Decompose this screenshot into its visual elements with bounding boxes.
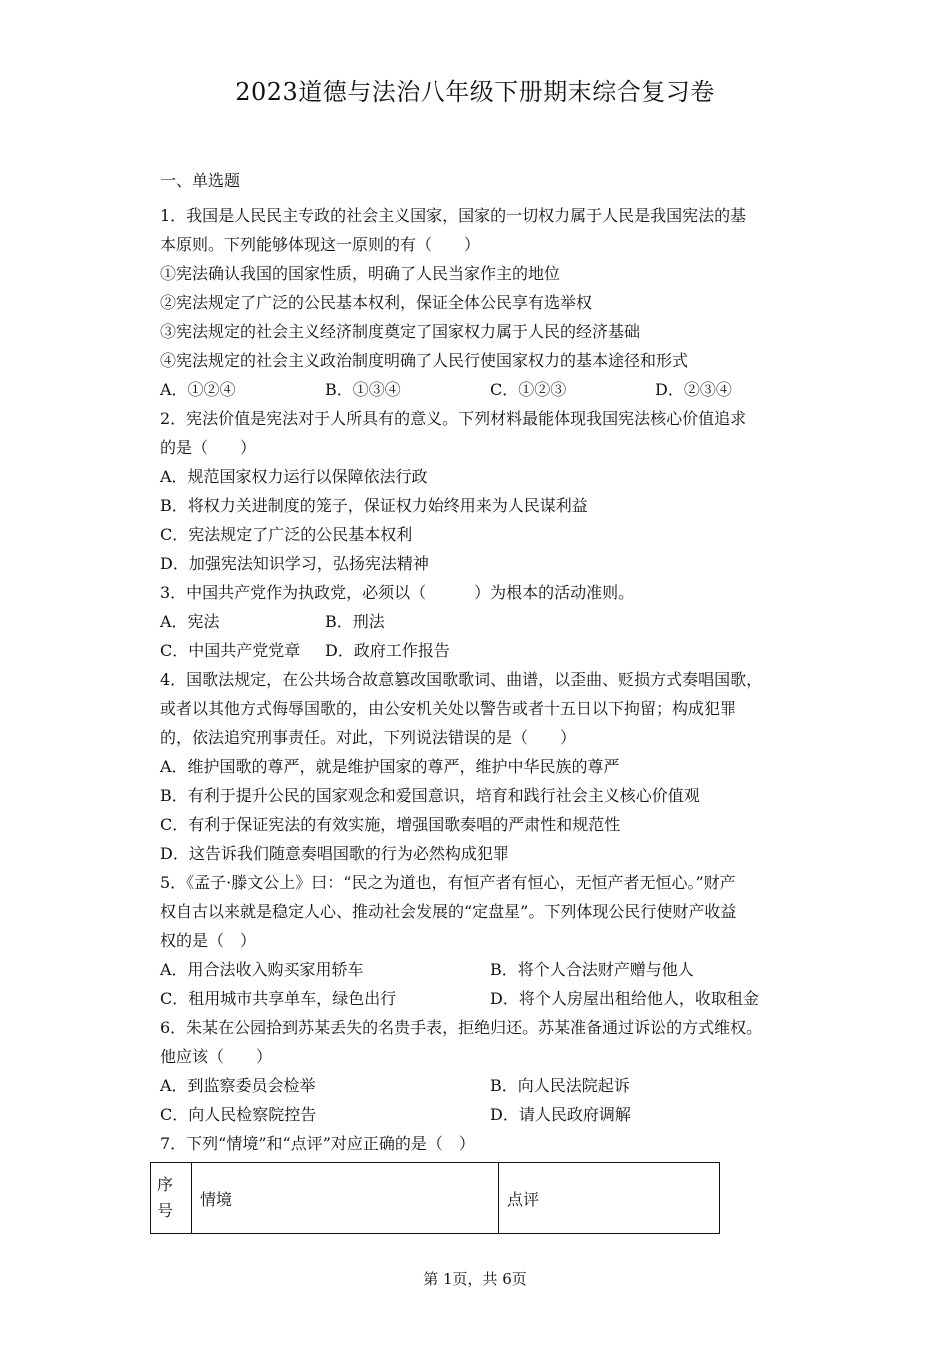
q2-stem-line-2: 的是（ ） [160,438,257,457]
q4-option-b: B．有利于提升公民的国家观念和爱国意识，培育和践行社会主义核心价值观 [160,786,700,805]
q5-stem-line-3: 权的是（ ） [160,931,257,950]
table-header-number: 序号 [151,1163,192,1234]
q5-stem-line-1: 5．《孟子·滕文公上》曰：“民之为道也，有恒产者有恒心，无恒产者无恒心。”财产 [160,873,736,892]
q1-option-d: D．②③④ [655,380,732,399]
q2-option-d: D．加强宪法知识学习，弘扬宪法精神 [160,554,429,573]
q3-stem: 3．中国共产党作为执政党，必须以（ ）为根本的活动准则。 [160,583,635,602]
q3-option-d: D．政府工作报告 [325,641,450,660]
q5-option-c: C．租用城市共享单车，绿色出行 [160,989,397,1008]
q3-option-a: A．宪法 [160,612,220,631]
q4-option-d: D．这告诉我们随意奏唱国歌的行为必然构成犯罪 [160,844,509,863]
q1-stem-line-1: 1．我国是人民民主专政的社会主义国家，国家的一切权力属于人民是我国宪法的基 [160,206,747,225]
q1-option-a: A．①②④ [160,380,236,399]
q6-option-a: A．到监察委员会检举 [160,1076,316,1095]
q4-stem-line-3: 的，依法追究刑事责任。对此，下列说法错误的是（ ） [160,728,577,747]
q4-option-a: A．维护国歌的尊严，就是维护国家的尊严，维护中华民族的尊严 [160,757,620,776]
page-footer: 第 1页，共 6页 [423,1270,527,1288]
q6-stem-line-2: 他应该（ ） [160,1047,273,1066]
table-header-scene: 情境 [192,1163,499,1234]
q1-item-4: ④宪法规定的社会主义政治制度明确了人民行使国家权力的基本途径和形式 [160,351,689,370]
q2-option-a: A．规范国家权力运行以保障依法行政 [160,467,428,486]
section-heading: 一、单选题 [160,171,241,190]
table-header-row [151,1163,720,1234]
page-title: 2023道德与法治八年级下册期末综合复习卷 [235,78,715,106]
q6-option-d: D．请人民政府调解 [490,1105,631,1124]
q5-stem-line-2: 权自古以来就是稳定人心、推动社会发展的“定盘星”。下列体现公民行使财产收益 [160,902,737,921]
q4-option-c: C．有利于保证宪法的有效实施，增强国歌奏唱的严肃性和规范性 [160,815,621,834]
q4-stem-line-1: 4．国歌法规定，在公共场合故意篡改国歌歌词、曲谱，以歪曲、贬损方式奏唱国歌， [160,670,763,689]
q1-item-2: ②宪法规定了广泛的公民基本权利，保证全体公民享有选举权 [160,293,593,312]
q6-stem-line-1: 6．朱某在公园拾到苏某丢失的名贵手表，拒绝归还。苏某准备通过诉讼的方式维权。 [160,1018,763,1037]
q6-option-c: C．向人民检察院控告 [160,1105,317,1124]
q1-option-c: C．①②③ [490,380,567,399]
q2-option-b: B．将权力关进制度的笼子，保证权力始终用来为人民谋利益 [160,496,588,515]
q1-stem-line-2: 本原则。下列能够体现这一原则的有（ ） [160,235,481,254]
q7-table [150,1162,720,1234]
q2-option-c: C．宪法规定了广泛的公民基本权利 [160,525,413,544]
q4-stem-line-2: 或者以其他方式侮辱国歌的，由公安机关处以警告或者十五日以下拘留；构成犯罪 [160,699,737,718]
q7-stem: 7．下列“情境”和“点评”对应正确的是（ ） [160,1134,475,1153]
q5-option-d: D．将个人房屋出租给他人，收取租金 [490,989,759,1008]
q3-option-c: C．中国共产党党章 [160,641,301,660]
q3-option-b: B．刑法 [325,612,385,631]
q2-stem-line-1: 2．宪法价值是宪法对于人所具有的意义。下列材料最能体现我国宪法核心价值追求 [160,409,747,428]
q5-option-a: A．用合法收入购买家用轿车 [160,960,364,979]
q1-option-b: B．①③④ [325,380,401,399]
q1-item-1: ①宪法确认我国的国家性质，明确了人民当家作主的地位 [160,264,561,283]
q5-option-b: B．将个人合法财产赠与他人 [490,960,694,979]
q6-option-b: B．向人民法院起诉 [490,1076,630,1095]
table-header-comment: 点评 [499,1163,720,1234]
q1-item-3: ③宪法规定的社会主义经济制度奠定了国家权力属于人民的经济基础 [160,322,641,341]
